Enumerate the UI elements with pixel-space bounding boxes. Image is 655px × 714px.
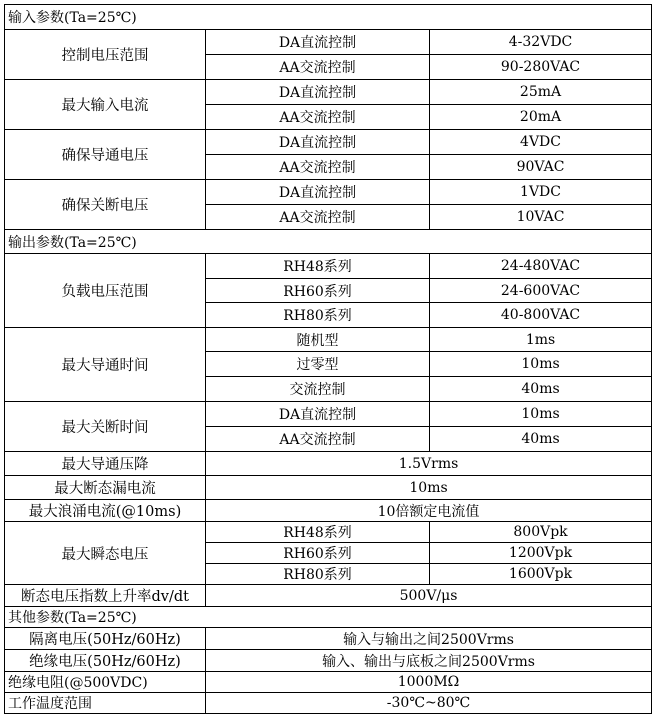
table-row bbox=[5, 30, 652, 55]
param-max-surge-current: 最大浪涌电流(@10ms) bbox=[5, 500, 206, 522]
value-cell: 1200Vpk bbox=[430, 543, 652, 564]
value-cell: 输入与输出之间2500Vrms bbox=[206, 628, 652, 650]
value-cell: 40-800VAC bbox=[430, 303, 652, 328]
table-row bbox=[5, 500, 652, 522]
value-cell: 1ms bbox=[430, 328, 652, 352]
param-isolation-voltage: 隔离电压(50Hz/60Hz) bbox=[5, 628, 206, 650]
condition-cell: RH60系列 bbox=[206, 279, 430, 303]
value-cell: 90-280VAC bbox=[430, 55, 652, 80]
condition-cell: RH80系列 bbox=[206, 564, 430, 585]
value-cell: 800Vpk bbox=[430, 522, 652, 543]
table-row bbox=[5, 402, 652, 427]
section-row-other bbox=[5, 607, 652, 628]
table-row bbox=[5, 476, 652, 500]
section-row-output bbox=[5, 230, 652, 254]
condition-cell: RH48系列 bbox=[206, 522, 430, 543]
condition-cell: 随机型 bbox=[206, 328, 430, 352]
param-load-voltage-range: 负载电压范围 bbox=[5, 254, 206, 328]
table-row bbox=[5, 130, 652, 155]
table-row bbox=[5, 180, 652, 205]
condition-cell: AA交流控制 bbox=[206, 427, 430, 452]
value-cell: 输入、输出与底板之间2500Vrms bbox=[206, 650, 652, 672]
table-row bbox=[5, 650, 652, 672]
value-cell: -30℃~80℃ bbox=[206, 693, 652, 714]
param-operating-temp: 工作温度范围 bbox=[5, 693, 206, 714]
condition-cell: DA直流控制 bbox=[206, 180, 430, 205]
param-guaranteed-off-voltage: 确保关断电压 bbox=[5, 180, 206, 230]
section-title-other: 其他参数(Ta=25℃) bbox=[5, 607, 652, 628]
value-cell: 90VAC bbox=[430, 155, 652, 180]
condition-cell: AA交流控制 bbox=[206, 55, 430, 80]
value-cell: 4VDC bbox=[430, 130, 652, 155]
value-cell: 10倍额定电流值 bbox=[206, 500, 652, 522]
param-max-off-leakage: 最大断态漏电流 bbox=[5, 476, 206, 500]
condition-cell: 交流控制 bbox=[206, 377, 430, 402]
param-max-turn-on-time: 最大导通时间 bbox=[5, 328, 206, 402]
param-max-turn-off-time: 最大关断时间 bbox=[5, 402, 206, 452]
condition-cell: DA直流控制 bbox=[206, 130, 430, 155]
param-max-on-voltage-drop: 最大导通压降 bbox=[5, 452, 206, 476]
spec-table bbox=[4, 4, 652, 714]
param-max-input-current: 最大输入电流 bbox=[5, 80, 206, 130]
param-insulation-voltage: 绝缘电压(50Hz/60Hz) bbox=[5, 650, 206, 672]
condition-cell: RH60系列 bbox=[206, 543, 430, 564]
param-guaranteed-on-voltage: 确保导通电压 bbox=[5, 130, 206, 180]
table-row bbox=[5, 254, 652, 279]
table-row bbox=[5, 672, 652, 693]
value-cell: 1VDC bbox=[430, 180, 652, 205]
table-row bbox=[5, 328, 652, 352]
value-cell: 10VAC bbox=[430, 205, 652, 230]
value-cell: 24-480VAC bbox=[430, 254, 652, 279]
table-row bbox=[5, 452, 652, 476]
value-cell: 1000MΩ bbox=[206, 672, 652, 693]
value-cell: 500V/μs bbox=[206, 585, 652, 607]
condition-cell: AA交流控制 bbox=[206, 205, 430, 230]
condition-cell: 过零型 bbox=[206, 352, 430, 377]
value-cell: 20mA bbox=[430, 105, 652, 130]
param-dvdt: 断态电压指数上升率dv/dt bbox=[5, 585, 206, 607]
value-cell: 10ms bbox=[430, 352, 652, 377]
value-cell: 1600Vpk bbox=[430, 564, 652, 585]
section-title-input: 输入参数(Ta=25℃) bbox=[5, 5, 652, 30]
condition-cell: DA直流控制 bbox=[206, 402, 430, 427]
condition-cell: AA交流控制 bbox=[206, 105, 430, 130]
condition-cell: RH48系列 bbox=[206, 254, 430, 279]
condition-cell: AA交流控制 bbox=[206, 155, 430, 180]
value-cell: 24-600VAC bbox=[430, 279, 652, 303]
value-cell: 40ms bbox=[430, 427, 652, 452]
table-row bbox=[5, 628, 652, 650]
value-cell: 10ms bbox=[206, 476, 652, 500]
condition-cell: RH80系列 bbox=[206, 303, 430, 328]
table-row bbox=[5, 693, 652, 714]
value-cell: 10ms bbox=[430, 402, 652, 427]
value-cell: 4-32VDC bbox=[430, 30, 652, 55]
value-cell: 1.5Vrms bbox=[206, 452, 652, 476]
table-row bbox=[5, 522, 652, 543]
param-max-transient-voltage: 最大瞬态电压 bbox=[5, 522, 206, 585]
value-cell: 40ms bbox=[430, 377, 652, 402]
value-cell: 25mA bbox=[430, 80, 652, 105]
section-title-output: 输出参数(Ta=25℃) bbox=[5, 230, 652, 254]
param-control-voltage-range: 控制电压范围 bbox=[5, 30, 206, 80]
condition-cell: DA直流控制 bbox=[206, 80, 430, 105]
table-row bbox=[5, 80, 652, 105]
param-insulation-resistance: 绝缘电阻(@500VDC) bbox=[5, 672, 206, 693]
condition-cell: DA直流控制 bbox=[206, 30, 430, 55]
section-row-input bbox=[5, 5, 652, 30]
table-row bbox=[5, 585, 652, 607]
